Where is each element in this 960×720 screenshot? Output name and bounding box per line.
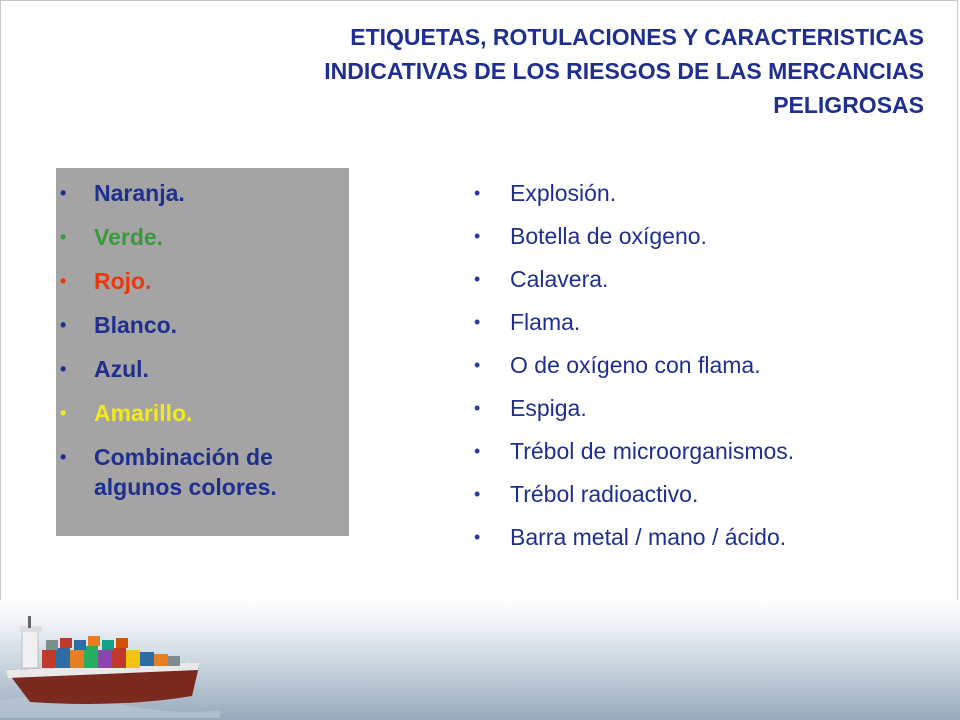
title-line-3: PELIGROSAS — [773, 92, 924, 118]
color-item-rojo — [60, 266, 340, 296]
bullet-icon: • — [474, 269, 481, 289]
color-label: Amarillo. — [94, 400, 193, 426]
bullet-icon: • — [474, 226, 481, 246]
risk-label: Trébol radioactivo. — [510, 481, 699, 507]
risk-label: O de oxígeno con flama. — [510, 352, 761, 378]
color-item-combinacion — [60, 442, 340, 502]
title-line-2: INDICATIVAS DE LOS RIESGOS DE LAS MERCANCIAS — [324, 58, 924, 84]
bullet-icon: • — [474, 484, 481, 504]
risk-label: Botella de oxígeno. — [510, 223, 707, 249]
bullet-icon: • — [474, 527, 481, 547]
color-label: Naranja. — [94, 180, 185, 206]
color-item-naranja — [60, 178, 340, 208]
risk-item — [474, 307, 914, 337]
risk-item — [474, 178, 914, 208]
risk-item — [474, 264, 914, 294]
risk-label: Trébol de microorganismos. — [510, 438, 795, 464]
bullet-icon: • — [60, 183, 67, 203]
risk-item — [474, 522, 914, 552]
color-label: Rojo. — [94, 268, 152, 294]
slide-title — [204, 20, 924, 122]
risk-label: Explosión. — [510, 180, 617, 206]
risk-item — [474, 479, 914, 509]
color-label: Blanco. — [94, 312, 178, 338]
risk-symbols-list — [474, 178, 914, 565]
color-label: Combinación de algunos colores. — [94, 444, 277, 500]
color-item-azul — [60, 354, 340, 384]
bullet-icon: • — [474, 183, 481, 203]
risk-item — [474, 221, 914, 251]
bullet-icon: • — [60, 403, 67, 423]
bullet-icon: • — [474, 355, 481, 375]
risk-item — [474, 393, 914, 423]
color-item-blanco — [60, 310, 340, 340]
color-item-amarillo — [60, 398, 340, 428]
title-line-1: ETIQUETAS, ROTULACIONES Y CARACTERISTICAS — [350, 24, 924, 50]
color-label: Verde. — [94, 224, 164, 250]
risk-label: Flama. — [510, 309, 581, 335]
bullet-icon: • — [474, 398, 481, 418]
color-item-verde — [60, 222, 340, 252]
risk-label: Barra metal / mano / ácido. — [510, 524, 787, 550]
bullet-icon: • — [60, 447, 67, 467]
bullet-icon: • — [474, 312, 481, 332]
bullet-icon: • — [60, 315, 67, 335]
risk-label: Calavera. — [510, 266, 609, 292]
risk-item — [474, 436, 914, 466]
colors-list — [60, 178, 340, 516]
risk-label: Espiga. — [510, 395, 587, 421]
container-ship-image — [0, 600, 220, 718]
color-label: Azul. — [94, 356, 149, 382]
risk-item — [474, 350, 914, 380]
bullet-icon: • — [60, 271, 67, 291]
bullet-icon: • — [60, 359, 67, 379]
bullet-icon: • — [474, 441, 481, 461]
bullet-icon: • — [60, 227, 67, 247]
